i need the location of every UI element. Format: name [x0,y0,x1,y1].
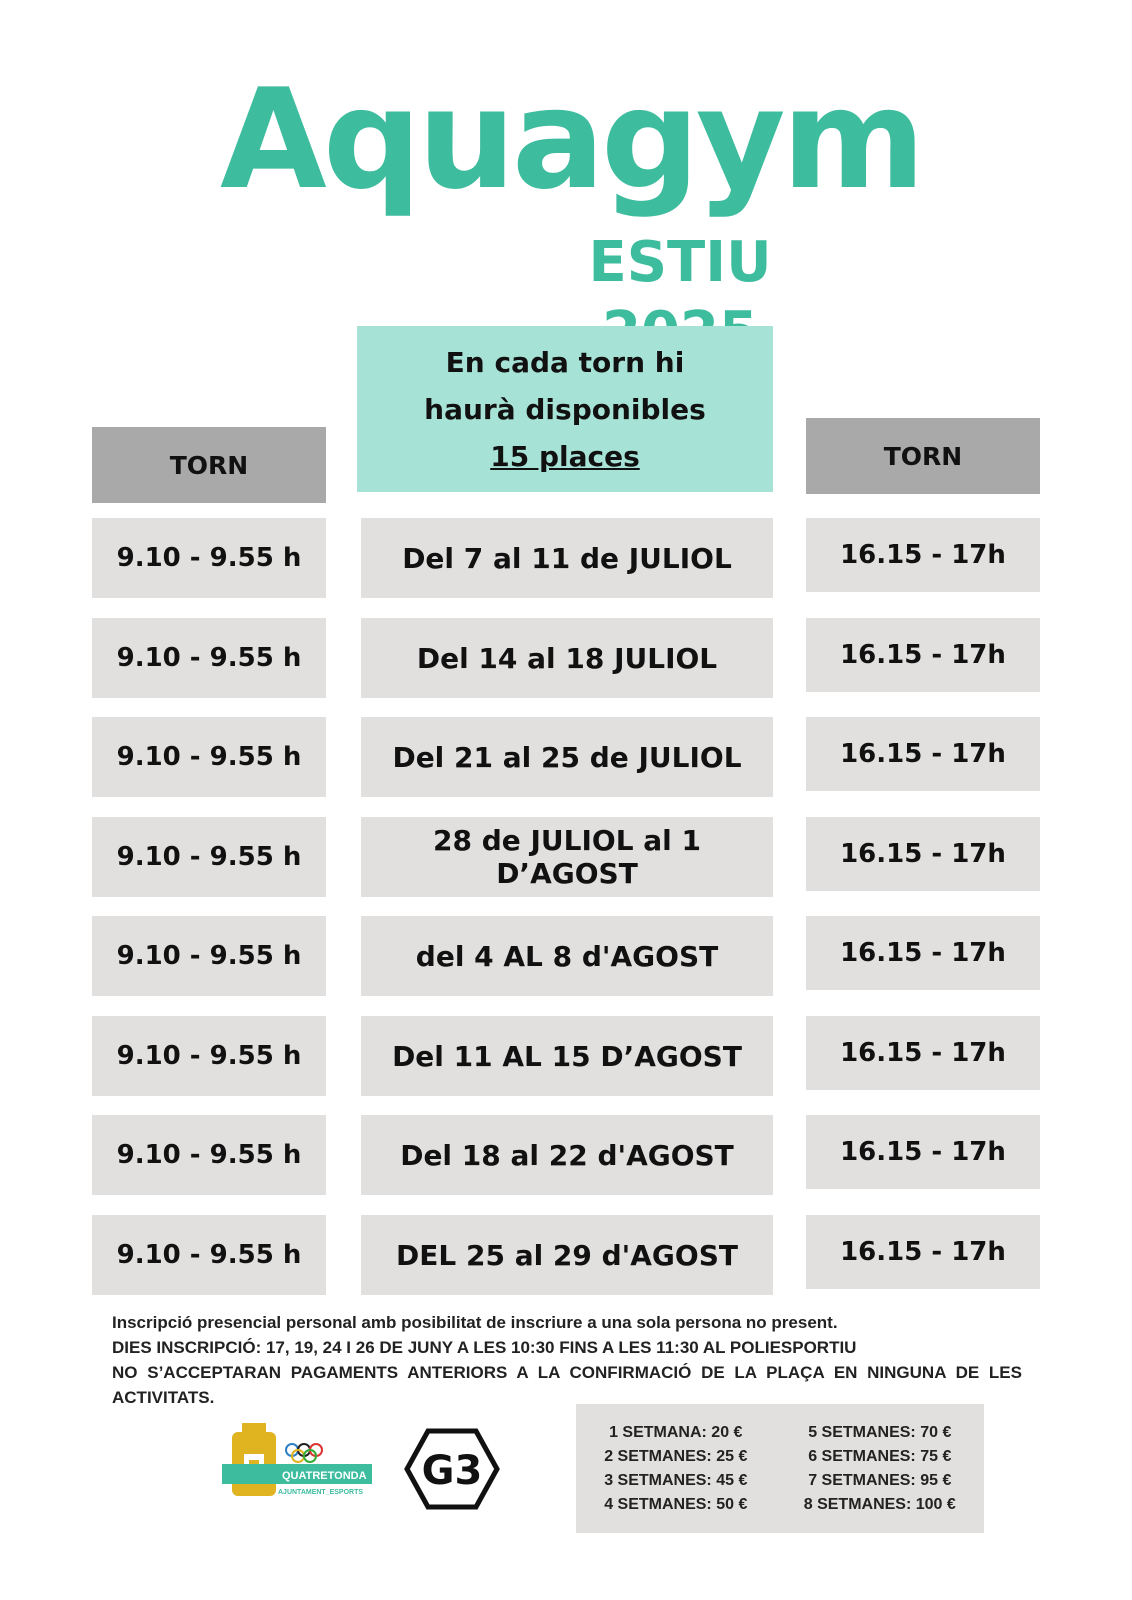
price-item: 7 SETMANES: 95 € [808,1471,952,1489]
price-item: 3 SETMANES: 45 € [604,1471,748,1489]
price-column-left [604,1421,747,1517]
torn-afternoon-cell: 16.15 - 17h [806,1016,1040,1090]
svg-text:G3: G3 [421,1448,483,1494]
week-range-cell: Del 18 al 22 d'AGOST [361,1115,773,1195]
price-item: 1 SETMANA: 20 € [609,1423,743,1441]
torn-morning-cell: 9.10 - 9.55 h [92,1215,326,1295]
torn-afternoon-cell: 16.15 - 17h [806,618,1040,692]
torn-morning-cell: 9.10 - 9.55 h [92,817,326,897]
torn-afternoon-cell: 16.15 - 17h [806,1115,1040,1189]
places-info-box [357,326,773,492]
price-item: 4 SETMANES: 50 € [604,1495,748,1513]
torn-afternoon-cell: 16.15 - 17h [806,717,1040,791]
price-item: 2 SETMANES: 25 € [604,1447,748,1465]
g3-logo [404,1428,500,1510]
torn-afternoon-cell: 16.15 - 17h [806,518,1040,592]
page-subtitle: ESTIU [588,230,772,295]
price-item: 5 SETMANES: 70 € [808,1423,952,1441]
torn-afternoon-cell: 16.15 - 17h [806,1215,1040,1289]
torn-morning-cell: 9.10 - 9.55 h [92,1115,326,1195]
week-range-cell: Del 7 al 11 de JULIOL [361,518,773,598]
week-range-cell: 28 de JULIOL al 1 D’AGOST [361,817,773,897]
torn-morning-cell: 9.10 - 9.55 h [92,618,326,698]
torn-afternoon-cell: 16.15 - 17h [806,817,1040,891]
note-line-1: Inscripció presencial personal amb posibilitat de inscriure a una sola persona no present. [112,1313,838,1332]
week-range-cell: Del 14 al 18 JULIOL [361,618,773,698]
svg-text:AJUNTAMENT_ESPORTS: AJUNTAMENT_ESPORTS [278,1489,364,1496]
price-item: 6 SETMANES: 75 € [808,1447,952,1465]
week-range-cell: Del 11 AL 15 D’AGOST [361,1016,773,1096]
quatretonda-logo [222,1420,374,1512]
info-line-2: haurà disponibles [424,392,706,426]
info-line-1: En cada torn hi [445,345,685,379]
page-title: Aquagym [220,59,922,220]
week-range-cell: Del 21 al 25 de JULIOL [361,717,773,797]
torn-morning-cell: 9.10 - 9.55 h [92,1016,326,1096]
torn-afternoon-cell: 16.15 - 17h [806,916,1040,990]
torn-header-left: TORN [92,427,326,503]
torn-morning-cell: 9.10 - 9.55 h [92,518,326,598]
info-line-3: 15 places [490,439,640,473]
registration-notes [112,1310,1022,1410]
note-line-2: DIES INSCRIPCIÓ: 17, 19, 24 I 26 DE JUNY A LES 10:30 FINS A LES 11:30 AL POLIESPORTIU [112,1338,857,1357]
svg-text:QUATRETONDA: QUATRETONDA [282,1470,367,1482]
price-box [576,1404,984,1533]
torn-morning-cell: 9.10 - 9.55 h [92,717,326,797]
torn-header-right: TORN [806,418,1040,494]
price-column-right [804,1421,956,1517]
torn-morning-cell: 9.10 - 9.55 h [92,916,326,996]
week-range-cell: DEL 25 al 29 d'AGOST [361,1215,773,1295]
week-range-cell: del 4 AL 8 d'AGOST [361,916,773,996]
note-line-3: NO S’ACCEPTARAN PAGAMENTS ANTERIORS A LA CONFIRMACIÓ DE LA PLAÇA EN NINGUNA DE LES ACTIVITATS. [112,1363,1022,1407]
price-item: 8 SETMANES: 100 € [803,1495,956,1513]
